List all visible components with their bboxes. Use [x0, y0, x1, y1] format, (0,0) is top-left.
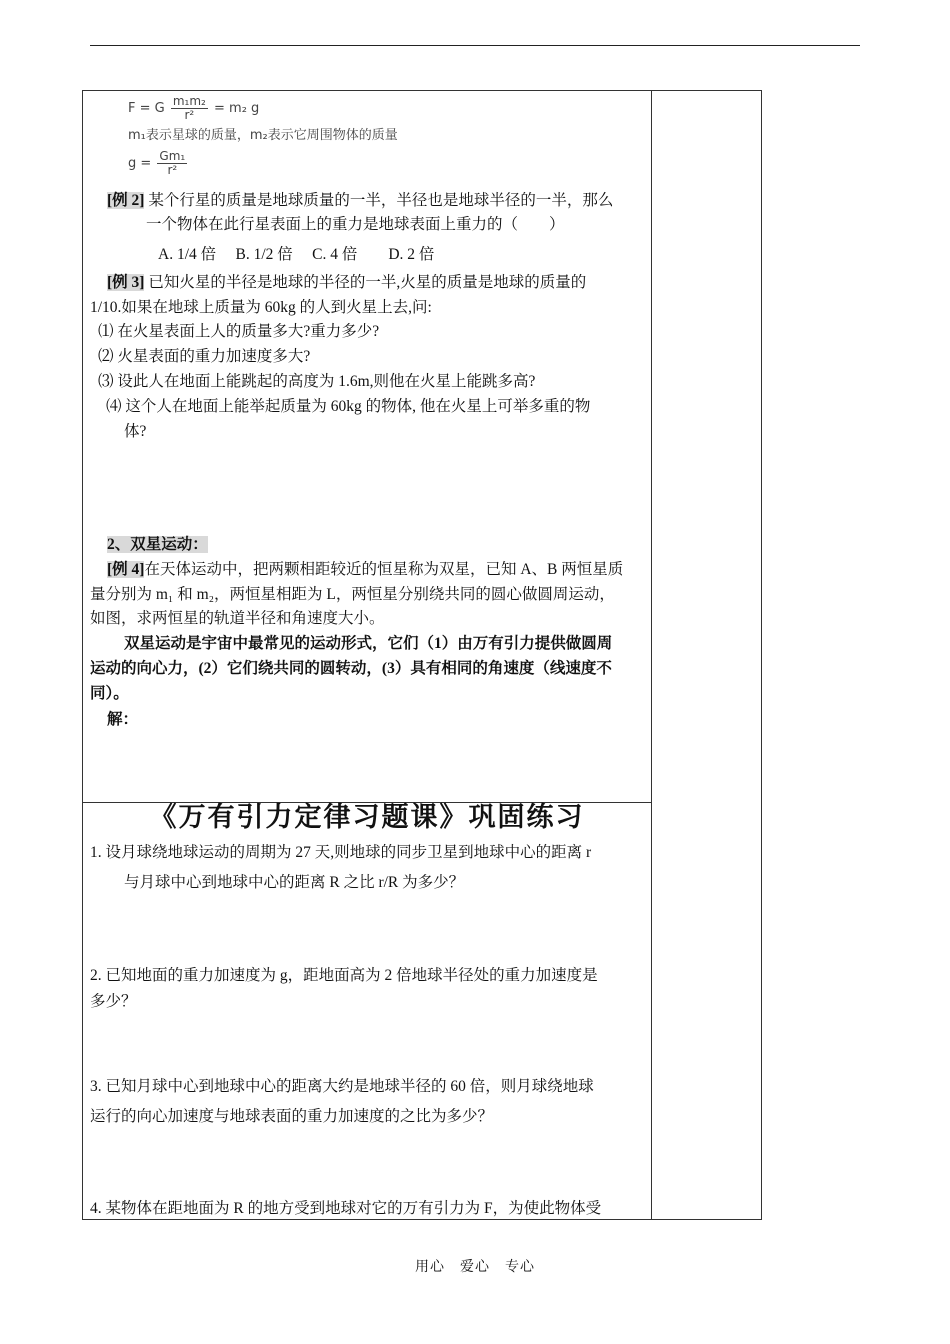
formula-g-left: g =: [128, 156, 152, 171]
example-3-tag: [例 3]: [107, 274, 145, 291]
table-column-divider: [651, 90, 652, 1220]
formula-note: m₁表示星球的质量，m₂表示它周围物体的质量: [128, 128, 398, 143]
example-3-line-2: 1/10.如果在地球上质量为 60kg 的人到火星上去,问:: [90, 299, 432, 316]
example-3-question-4-cont: 体?: [124, 423, 147, 440]
example-2-line-2: 一个物体在此行星表面上的重力是地球表面上重力的（ ）: [146, 216, 565, 233]
example-4-emphasis-2: 运动的向心力，(2）它们绕共同的圆转动，(3）具有相同的角速度（线速度不: [90, 660, 612, 677]
practice-question-4: 4. 某物体在距地面为 R 的地方受到地球对它的万有引力为 F，为使此物体受: [90, 1200, 602, 1217]
practice-question-3-cont: 运行的向心加速度与地球表面的重力加速度的之比为多少？: [90, 1108, 494, 1125]
formula-gravity-fraction: [171, 95, 208, 122]
example-3-question-2: ⑵ 火星表面的重力加速度多大?: [98, 348, 311, 365]
section-binary-star-label: 2、双星运动：: [107, 536, 208, 553]
formula-g: [128, 150, 189, 177]
example-2-options: A. 1/4 倍 B. 1/2 倍 C. 4 倍 D. 2 倍: [158, 246, 435, 263]
example-3-line-1: [107, 273, 586, 293]
example-4-emphasis-1: 双星运动是宇宙中最常见的运动形式，它们（1）由万有引力提供做圆周: [124, 635, 613, 652]
formula-gravity: [128, 95, 259, 122]
practice-question-2-cont: 多少？: [90, 993, 137, 1010]
formula-gravity-numerator: m₁m₂: [172, 94, 206, 108]
formula-gravity-left: F = G: [128, 101, 165, 116]
formula-gravity-denominator: r²: [184, 108, 195, 122]
example-2-tag: [例 2]: [107, 192, 145, 209]
practice-question-3: 3. 已知月球中心到地球中心的距离大约是地球半径的 60 倍，则月球绕地球: [90, 1078, 594, 1095]
example-4-tag: [例 4]: [107, 561, 145, 578]
practice-question-2: 2. 已知地面的重力加速度为 g，距地面高为 2 倍地球半径处的重力加速度是: [90, 967, 598, 984]
example-4-text-1: 在天体运动中，把两颗相距较近的恒星称为双星，已知 A、B 两恒星质: [144, 561, 624, 578]
section-binary-star-heading: [107, 535, 208, 555]
header-rule: [90, 45, 860, 46]
practice-question-1-cont: 与月球中心到地球中心的距离 R 之比 r/R 为多少？: [124, 874, 465, 891]
example-3-question-1: ⑴ 在火星表面上人的质量多大?重力多少?: [98, 323, 380, 340]
example-4-line-3: 如图，求两恒星的轨道半径和角速度大小。: [90, 610, 385, 627]
example-2-line-1: [107, 191, 613, 211]
example-3-text-1: 已知火星的半径是地球的半径的一半,火星的质量是地球的质量的: [144, 274, 587, 291]
formula-g-numerator: Gm₁: [159, 149, 186, 163]
example-4-emphasis-3: 同）。: [90, 685, 129, 702]
page-footer: 用心 爱心 专心: [415, 1260, 535, 1275]
example-3-question-4: ⑷ 这个人在地面上能举起质量为 60kg 的物体, 他在火星上可举多重的物: [106, 398, 591, 415]
example-4-solution-label: 解：: [107, 711, 139, 728]
example-2-text-1: 某个行星的质量是地球质量的一半，半径也是地球半径的一半，那么: [144, 192, 614, 209]
formula-gravity-right: = m₂ g: [214, 101, 260, 116]
practice-title: 《万有引力定律习题课》巩固练习: [149, 802, 585, 833]
example-3-question-3: ⑶ 设此人在地面上能跳起的高度为 1.6m,则他在火星上能跳多高?: [98, 373, 536, 390]
example-4-line-1: [107, 560, 623, 580]
formula-g-fraction: [157, 150, 187, 177]
formula-g-denominator: r²: [167, 163, 178, 177]
practice-question-1: 1. 设月球绕地球运动的周期为 27 天,则地球的同步卫星到地球中心的距离 r: [90, 844, 592, 861]
example-4-line-2: 量分别为 m₁ 和 m₂，两恒星相距为 L，两恒星分别绕共同的圆心做圆周运动，: [90, 586, 615, 603]
